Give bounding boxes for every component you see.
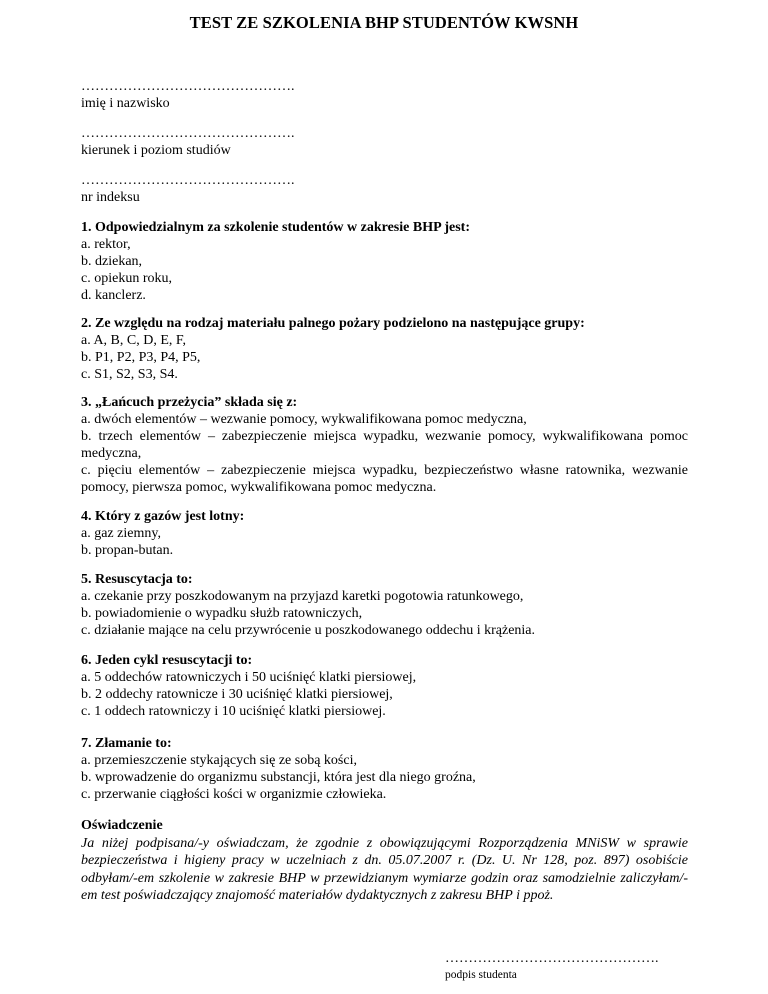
study-label: kierunek i poziom studiów (81, 143, 231, 158)
answer-option[interactable]: a. przemieszczenie stykających się ze sobą kości, (81, 753, 357, 768)
question-title: 7. Złamanie to: (81, 736, 172, 751)
answer-option[interactable]: c. pięciu elementów – zabezpieczenie miejsca wypadku, bezpieczeństwo własne ratownika, wezwanie pomocy, pierwsza pomoc, wykwalifikowana pomoc medyczna. (81, 463, 688, 495)
question-title: 2. Ze względu na rodzaj materiału palnego pożary podzielono na następujące grupy: (81, 316, 585, 331)
answer-option[interactable]: b. P1, P2, P3, P4, P5, (81, 350, 201, 365)
answer-option[interactable]: c. przerwanie ciągłości kości w organizmie człowieka. (81, 787, 387, 802)
answer-option[interactable]: a. 5 oddechów ratowniczych i 50 uciśnięć klatki piersiowej, (81, 670, 417, 685)
index-dots: ………………………………………. (81, 173, 295, 188)
answer-option[interactable]: b. powiadomienie o wypadku służb ratowniczych, (81, 606, 363, 621)
name-field[interactable] (81, 78, 295, 112)
question-title: 5. Resuscytacja to: (81, 572, 193, 587)
question-3 (81, 394, 688, 496)
document-title: TEST ZE SZKOLENIA BHP STUDENTÓW KWSNH (189, 13, 579, 32)
answer-option[interactable]: b. dziekan, (81, 254, 143, 269)
answer-option[interactable]: c. 1 oddech ratowniczy i 10 uciśnięć klatki piersiowej. (81, 704, 386, 719)
answer-option[interactable]: b. 2 oddechy ratownicze i 30 uciśnięć klatki piersiowej, (81, 687, 393, 702)
answer-option[interactable]: b. propan-butan. (81, 543, 174, 558)
study-field[interactable] (81, 125, 295, 159)
declaration-text: Ja niżej podpisana/-y oświadczam, że zgodnie z obowiązującymi Rozporządzenia MNiSW w sprawie bezpieczeństwa i higieny pracy w uczelniach z dn. 05.07.2007 r. (Dz. U. Nr 128, poz. 897) osobiście odbyłam/-em szkolenie w zakresie BHP w przewidzianym wymiarze godzin oraz samodzielnie zaliczyłam/-em test poświadczający znajomość materiałów dydaktycznych z zakresu BHP i ppoż. (81, 835, 688, 903)
question-title: 1. Odpowiedzialnym za szkolenie studentów w zakresie BHP jest: (81, 220, 471, 235)
answer-option[interactable]: c. opiekun roku, (81, 271, 172, 286)
question-title: 4. Który z gazów jest lotny: (81, 509, 245, 524)
answer-option[interactable]: a. gaz ziemny, (81, 526, 161, 541)
answer-option[interactable]: c. S1, S2, S3, S4. (81, 367, 178, 382)
name-label: imię i nazwisko (81, 96, 170, 111)
signature-dots: ………………………………………. (445, 951, 659, 966)
question-title: 6. Jeden cykl resuscytacji to: (81, 653, 253, 668)
declaration-title: Oświadczenie (81, 818, 163, 833)
declaration (81, 817, 688, 905)
index-field[interactable] (81, 172, 295, 206)
signature-field[interactable] (445, 950, 659, 984)
answer-option[interactable]: b. trzech elementów – zabezpieczenie miejsca wypadku, wezwanie pomocy, wykwalifikowana pomoc medyczna, (81, 429, 688, 461)
index-label: nr indeksu (81, 190, 140, 205)
question-6 (81, 652, 688, 720)
answer-option[interactable]: a. dwóch elementów – wezwanie pomocy, wykwalifikowana pomoc medyczna, (81, 412, 527, 427)
question-title: 3. „Łańcuch przeżycia” składa się z: (81, 395, 298, 410)
answer-option[interactable]: b. wprowadzenie do organizmu substancji, która jest dla niego groźna, (81, 770, 476, 785)
name-dots: ………………………………………. (81, 79, 295, 94)
question-2 (81, 315, 688, 383)
question-1 (81, 219, 688, 304)
answer-option[interactable]: d. kanclerz. (81, 288, 146, 303)
study-dots: ………………………………………. (81, 126, 295, 141)
answer-option[interactable]: a. czekanie przy poszkodowanym na przyjazd karetki pogotowia ratunkowego, (81, 589, 524, 604)
question-5 (81, 571, 688, 639)
answer-option[interactable]: c. działanie mające na celu przywrócenie u poszkodowanego oddechu i krążenia. (81, 623, 536, 638)
answer-option[interactable]: a. rektor, (81, 237, 131, 252)
signature-label: podpis studenta (445, 969, 517, 981)
question-7 (81, 735, 688, 803)
question-4 (81, 508, 688, 559)
answer-option[interactable]: a. A, B, C, D, E, F, (81, 333, 187, 348)
